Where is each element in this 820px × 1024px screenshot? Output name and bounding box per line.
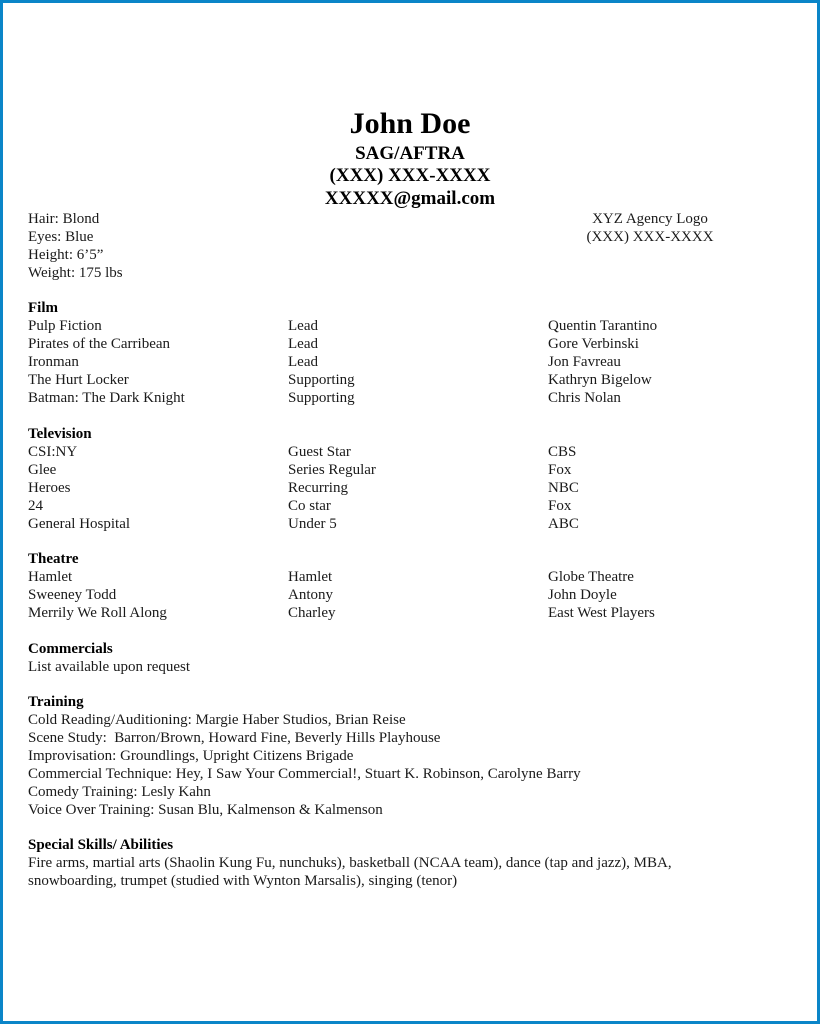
theatre-show: Hamlet <box>28 569 73 585</box>
theatre-venue: East West Players <box>548 605 655 621</box>
tv-show: General Hospital <box>28 516 131 532</box>
film-role: Supporting <box>288 390 355 406</box>
film-title: Pirates of the Carribean <box>28 336 171 352</box>
tv-show: 24 <box>28 498 43 514</box>
theatre-show: Merrily We Roll Along <box>28 605 167 621</box>
skills-line: Fire arms, martial arts (Shaolin Kung Fu, nunchuks), basketball (NCAA team), dance (tap and jazz), MBA, <box>28 855 672 871</box>
film-title: Pulp Fiction <box>28 318 102 334</box>
actor-email: XXXXX@gmail.com <box>324 188 496 209</box>
stat-hair: Hair: Blond <box>28 211 100 227</box>
stat-height: Height: 6’5” <box>28 247 104 263</box>
tv-network: NBC <box>548 480 579 496</box>
tv-role: Guest Star <box>288 444 351 460</box>
commercials-text: List available upon request <box>28 659 191 675</box>
union-affiliation: SAG/AFTRA <box>355 143 465 164</box>
tv-network: Fox <box>548 498 572 514</box>
training-line: Scene Study: Barron/Brown, Howard Fine, Beverly Hills Playhouse <box>28 730 441 746</box>
theatre-venue: Globe Theatre <box>548 569 634 585</box>
film-role: Lead <box>288 318 318 334</box>
section-title-television: Television <box>28 426 92 442</box>
tv-show: Glee <box>28 462 57 478</box>
section-title-skills: Special Skills/ Abilities <box>28 837 174 853</box>
tv-network: ABC <box>548 516 579 532</box>
training-line: Comedy Training: Lesly Kahn <box>28 784 211 800</box>
tv-role: Co star <box>288 498 331 514</box>
film-title: The Hurt Locker <box>28 372 129 388</box>
film-director: Jon Favreau <box>548 354 621 370</box>
section-title-film: Film <box>28 300 58 316</box>
theatre-role: Charley <box>288 605 336 621</box>
actor-name: John Doe <box>349 107 471 140</box>
theatre-role: Antony <box>288 587 333 603</box>
theatre-venue: John Doyle <box>548 587 617 603</box>
agency-logo: XYZ Agency Logo <box>592 211 708 227</box>
training-line: Cold Reading/Auditioning: Margie Haber Studios, Brian Reise <box>28 712 406 728</box>
film-director: Quentin Tarantino <box>548 318 658 334</box>
section-title-theatre: Theatre <box>28 551 79 567</box>
tv-role: Series Regular <box>288 462 376 478</box>
film-title: Batman: The Dark Knight <box>28 390 185 406</box>
section-title-training: Training <box>28 694 84 710</box>
tv-role: Under 5 <box>288 516 337 532</box>
film-role: Supporting <box>288 372 355 388</box>
stat-eyes: Eyes: Blue <box>28 229 94 245</box>
tv-role: Recurring <box>288 480 348 496</box>
tv-show: Heroes <box>28 480 71 496</box>
actor-phone: (XXX) XXX-XXXX <box>329 165 491 186</box>
tv-network: Fox <box>548 462 572 478</box>
film-role: Lead <box>288 336 318 352</box>
section-title-commercials: Commercials <box>28 641 113 657</box>
agency-phone: (XXX) XXX-XXXX <box>586 229 714 245</box>
training-line: Voice Over Training: Susan Blu, Kalmenson & Kalmenson <box>28 802 383 818</box>
tv-network: CBS <box>548 444 577 460</box>
film-title: Ironman <box>28 354 79 370</box>
training-line: Improvisation: Groundlings, Upright Citizens Brigade <box>28 748 354 764</box>
stat-weight: Weight: 175 lbs <box>28 265 123 281</box>
tv-show: CSI:NY <box>28 444 78 460</box>
film-director: Kathryn Bigelow <box>548 372 652 388</box>
film-director: Chris Nolan <box>548 390 621 406</box>
skills-line: snowboarding, trumpet (studied with Wynton Marsalis), singing (tenor) <box>28 873 458 889</box>
film-role: Lead <box>288 354 318 370</box>
training-line: Commercial Technique: Hey, I Saw Your Commercial!, Stuart K. Robinson, Carolyne Barry <box>28 766 581 782</box>
theatre-role: Hamlet <box>288 569 333 585</box>
theatre-show: Sweeney Todd <box>28 587 117 603</box>
film-director: Gore Verbinski <box>548 336 639 352</box>
